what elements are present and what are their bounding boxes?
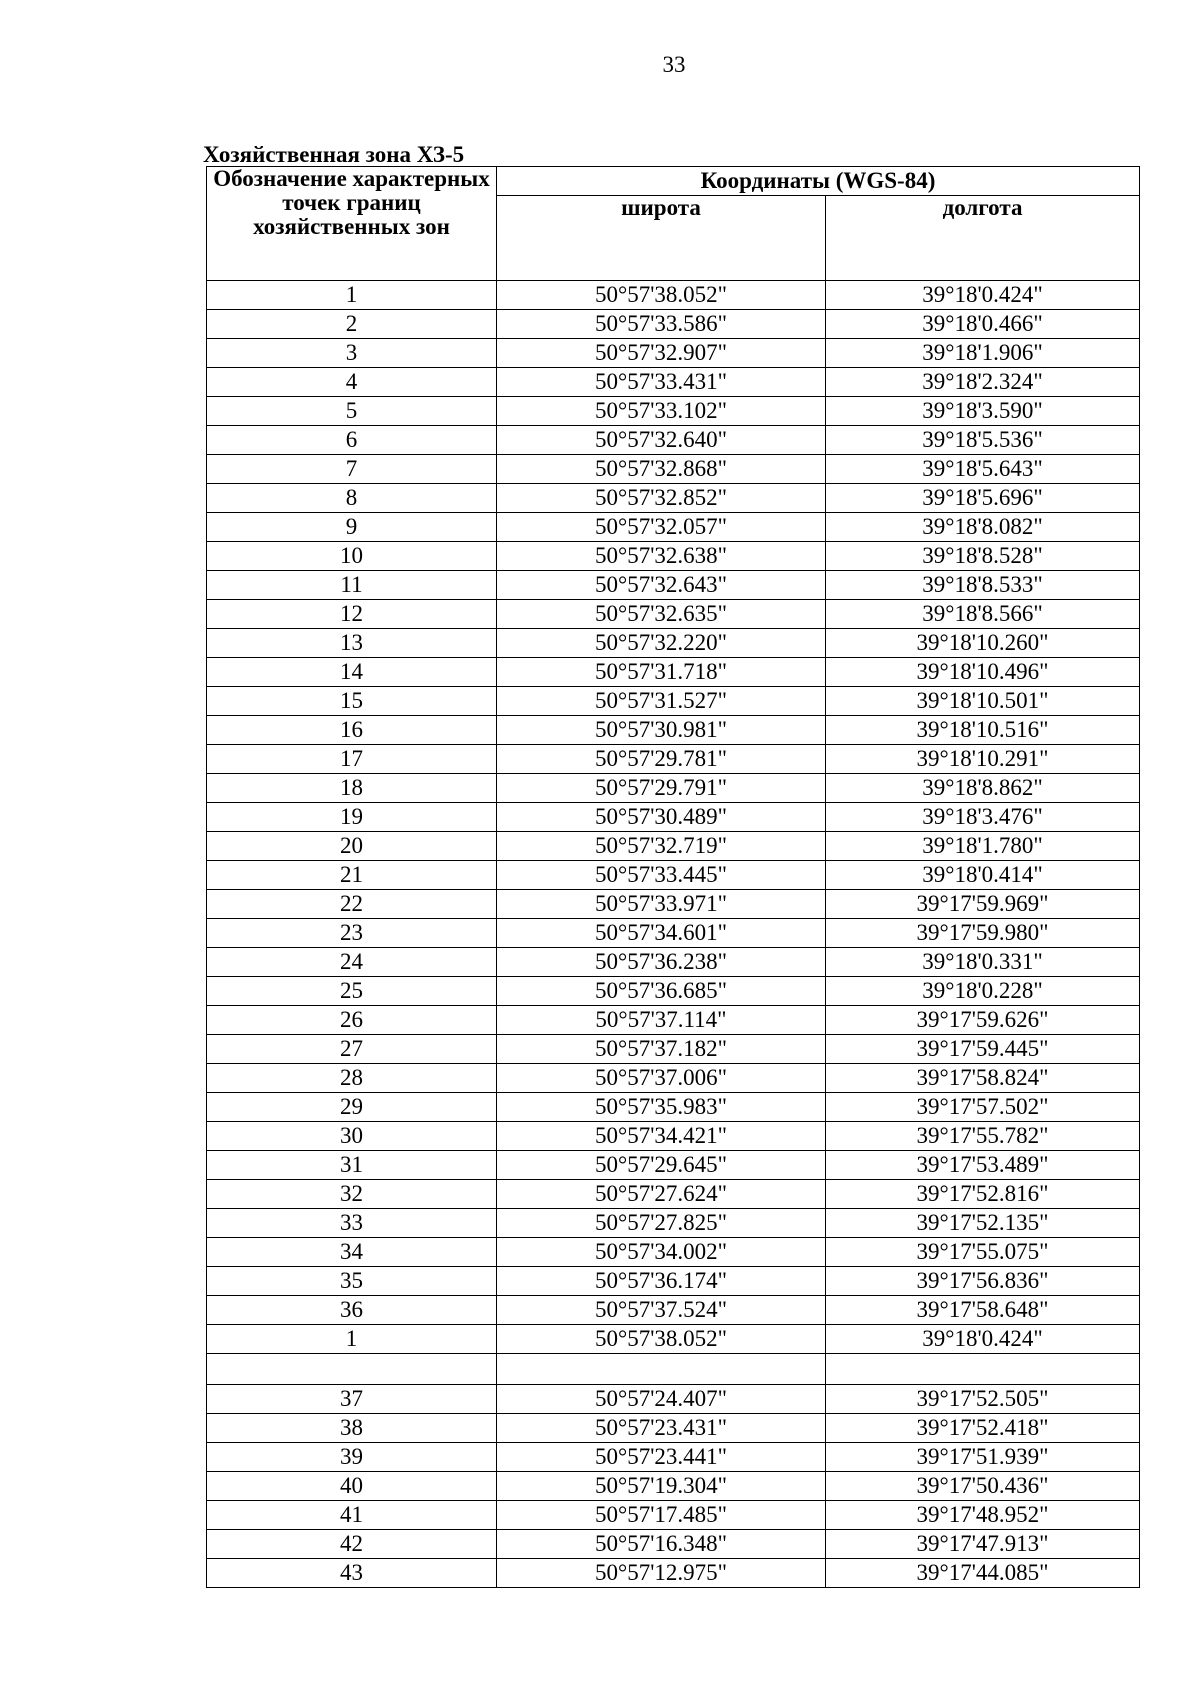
table-row xyxy=(207,629,1140,658)
table-row xyxy=(207,600,1140,629)
table-row xyxy=(207,1501,1140,1530)
longitude-cell: 39°18'10.496" xyxy=(826,658,1140,687)
table-row xyxy=(207,948,1140,977)
page-number: 33 xyxy=(662,52,686,77)
table-row xyxy=(207,513,1140,542)
point-number-cell: 14 xyxy=(207,658,497,687)
point-number-cell: 37 xyxy=(207,1385,497,1414)
latitude-cell: 50°57'19.304" xyxy=(497,1472,826,1501)
latitude-cell: 50°57'32.719" xyxy=(497,832,826,861)
point-number-cell: 1 xyxy=(207,281,497,310)
latitude-cell: 50°57'33.586" xyxy=(497,310,826,339)
longitude-cell: 39°18'0.331" xyxy=(826,948,1140,977)
point-number-cell: 6 xyxy=(207,426,497,455)
longitude-cell: 39°17'48.952" xyxy=(826,1501,1140,1530)
point-number-cell: 26 xyxy=(207,1006,497,1035)
longitude-cell: 39°18'8.528" xyxy=(826,542,1140,571)
longitude-cell: 39°17'56.836" xyxy=(826,1267,1140,1296)
table-row xyxy=(207,803,1140,832)
latitude-cell: 50°57'32.638" xyxy=(497,542,826,571)
latitude-cell: 50°57'38.052" xyxy=(497,281,826,310)
table-row xyxy=(207,832,1140,861)
table-row xyxy=(207,571,1140,600)
latitude-cell: 50°57'30.489" xyxy=(497,803,826,832)
longitude-cell: 39°18'0.424" xyxy=(826,1325,1140,1354)
point-number-cell: 21 xyxy=(207,861,497,890)
point-number-cell: 15 xyxy=(207,687,497,716)
table-row xyxy=(207,977,1140,1006)
latitude-cell: 50°57'32.643" xyxy=(497,571,826,600)
table-row xyxy=(207,542,1140,571)
table-row xyxy=(207,1296,1140,1325)
longitude-cell: 39°18'8.082" xyxy=(826,513,1140,542)
latitude-cell: 50°57'34.421" xyxy=(497,1122,826,1151)
empty-row xyxy=(207,1354,1140,1385)
latitude-cell: 50°57'23.431" xyxy=(497,1414,826,1443)
table-body-first-contour xyxy=(207,281,1140,1354)
point-number-cell: 12 xyxy=(207,600,497,629)
latitude-cell: 50°57'33.102" xyxy=(497,397,826,426)
point-number-cell: 38 xyxy=(207,1414,497,1443)
point-number-cell: 17 xyxy=(207,745,497,774)
table-row xyxy=(207,1151,1140,1180)
point-number-cell: 28 xyxy=(207,1064,497,1093)
longitude-cell: 39°17'59.980" xyxy=(826,919,1140,948)
latitude-cell: 50°57'31.527" xyxy=(497,687,826,716)
longitude-cell: 39°17'52.816" xyxy=(826,1180,1140,1209)
table-row xyxy=(207,1180,1140,1209)
zone-title: Хозяйственная зона ХЗ-5 xyxy=(203,142,465,167)
table-row xyxy=(207,484,1140,513)
table-row xyxy=(207,1385,1140,1414)
longitude-cell: 39°18'5.536" xyxy=(826,426,1140,455)
point-number-cell: 2 xyxy=(207,310,497,339)
point-number-cell: 13 xyxy=(207,629,497,658)
longitude-cell: 39°18'3.476" xyxy=(826,803,1140,832)
point-number-cell: 30 xyxy=(207,1122,497,1151)
point-number-cell: 8 xyxy=(207,484,497,513)
longitude-cell: 39°18'3.590" xyxy=(826,397,1140,426)
point-number-cell: 42 xyxy=(207,1530,497,1559)
latitude-cell: 50°57'29.791" xyxy=(497,774,826,803)
latitude-cell: 50°57'29.781" xyxy=(497,745,826,774)
longitude-cell: 39°17'44.085" xyxy=(826,1559,1140,1588)
latitude-cell: 50°57'33.445" xyxy=(497,861,826,890)
latitude-cell: 50°57'35.983" xyxy=(497,1093,826,1122)
point-number-cell: 23 xyxy=(207,919,497,948)
table-row xyxy=(207,281,1140,310)
latitude-cell: 50°57'12.975" xyxy=(497,1559,826,1588)
longitude-cell: 39°17'51.939" xyxy=(826,1443,1140,1472)
table-gap-row xyxy=(207,1354,1140,1385)
point-number-cell: 10 xyxy=(207,542,497,571)
table-row xyxy=(207,426,1140,455)
point-number-cell: 31 xyxy=(207,1151,497,1180)
table-row xyxy=(207,1093,1140,1122)
point-number-cell: 25 xyxy=(207,977,497,1006)
table-row xyxy=(207,716,1140,745)
point-number-cell: 3 xyxy=(207,339,497,368)
point-number-cell: 18 xyxy=(207,774,497,803)
header-coordinates: Координаты (WGS-84) xyxy=(497,167,1140,196)
latitude-cell: 50°57'32.907" xyxy=(497,339,826,368)
longitude-cell: 39°17'59.445" xyxy=(826,1035,1140,1064)
table-row xyxy=(207,1414,1140,1443)
coordinates-table xyxy=(206,166,1140,1588)
table-row xyxy=(207,774,1140,803)
point-number-cell: 27 xyxy=(207,1035,497,1064)
latitude-cell: 50°57'32.640" xyxy=(497,426,826,455)
longitude-cell: 39°17'55.782" xyxy=(826,1122,1140,1151)
latitude-cell: 50°57'34.002" xyxy=(497,1238,826,1267)
point-number-cell: 29 xyxy=(207,1093,497,1122)
latitude-cell: 50°57'33.971" xyxy=(497,890,826,919)
latitude-cell: 50°57'30.981" xyxy=(497,716,826,745)
point-number-cell: 24 xyxy=(207,948,497,977)
point-number-cell: 33 xyxy=(207,1209,497,1238)
point-number-cell: 20 xyxy=(207,832,497,861)
table-row xyxy=(207,339,1140,368)
table-row xyxy=(207,658,1140,687)
latitude-cell: 50°57'32.635" xyxy=(497,600,826,629)
latitude-cell: 50°57'32.868" xyxy=(497,455,826,484)
latitude-cell: 50°57'33.431" xyxy=(497,368,826,397)
table-row xyxy=(207,1472,1140,1501)
longitude-cell: 39°18'10.501" xyxy=(826,687,1140,716)
longitude-cell: 39°17'52.135" xyxy=(826,1209,1140,1238)
longitude-cell: 39°18'0.424" xyxy=(826,281,1140,310)
latitude-cell: 50°57'36.238" xyxy=(497,948,826,977)
latitude-cell: 50°57'24.407" xyxy=(497,1385,826,1414)
latitude-cell: 50°57'37.114" xyxy=(497,1006,826,1035)
longitude-cell: 39°17'57.502" xyxy=(826,1093,1140,1122)
latitude-cell: 50°57'27.624" xyxy=(497,1180,826,1209)
table-row xyxy=(207,1267,1140,1296)
point-number-cell: 22 xyxy=(207,890,497,919)
latitude-cell: 50°57'34.601" xyxy=(497,919,826,948)
header-latitude: широта xyxy=(497,196,826,281)
longitude-cell: 39°18'10.516" xyxy=(826,716,1140,745)
latitude-cell: 50°57'37.182" xyxy=(497,1035,826,1064)
point-number-cell: 5 xyxy=(207,397,497,426)
latitude-cell: 50°57'32.852" xyxy=(497,484,826,513)
table-row xyxy=(207,1530,1140,1559)
latitude-cell: 50°57'17.485" xyxy=(497,1501,826,1530)
latitude-cell: 50°57'27.825" xyxy=(497,1209,826,1238)
point-number-cell: 7 xyxy=(207,455,497,484)
latitude-cell: 50°57'36.174" xyxy=(497,1267,826,1296)
longitude-cell: 39°17'52.505" xyxy=(826,1385,1140,1414)
table-row xyxy=(207,1443,1140,1472)
table-row xyxy=(207,397,1140,426)
point-number-cell: 40 xyxy=(207,1472,497,1501)
longitude-cell: 39°17'53.489" xyxy=(826,1151,1140,1180)
latitude-cell: 50°57'37.006" xyxy=(497,1064,826,1093)
longitude-cell: 39°18'2.324" xyxy=(826,368,1140,397)
longitude-cell: 39°18'5.696" xyxy=(826,484,1140,513)
table-row xyxy=(207,1035,1140,1064)
point-number-cell: 35 xyxy=(207,1267,497,1296)
table-row xyxy=(207,1006,1140,1035)
table-body-second-contour xyxy=(207,1385,1140,1588)
latitude-cell: 50°57'37.524" xyxy=(497,1296,826,1325)
point-number-cell: 34 xyxy=(207,1238,497,1267)
longitude-cell: 39°18'8.533" xyxy=(826,571,1140,600)
latitude-cell: 50°57'31.718" xyxy=(497,658,826,687)
latitude-cell: 50°57'38.052" xyxy=(497,1325,826,1354)
point-number-cell: 41 xyxy=(207,1501,497,1530)
longitude-cell: 39°17'50.436" xyxy=(826,1472,1140,1501)
longitude-cell: 39°18'1.906" xyxy=(826,339,1140,368)
table-row xyxy=(207,1064,1140,1093)
table-row xyxy=(207,455,1140,484)
table-row xyxy=(207,310,1140,339)
table-row xyxy=(207,1238,1140,1267)
table-row xyxy=(207,919,1140,948)
longitude-cell: 39°17'52.418" xyxy=(826,1414,1140,1443)
longitude-cell: 39°17'58.824" xyxy=(826,1064,1140,1093)
longitude-cell: 39°18'8.862" xyxy=(826,774,1140,803)
longitude-cell: 39°18'10.291" xyxy=(826,745,1140,774)
longitude-cell: 39°18'8.566" xyxy=(826,600,1140,629)
header-longitude: долгота xyxy=(826,196,1140,281)
point-number-cell: 9 xyxy=(207,513,497,542)
table-row xyxy=(207,1559,1140,1588)
latitude-cell: 50°57'16.348" xyxy=(497,1530,826,1559)
longitude-cell: 39°18'1.780" xyxy=(826,832,1140,861)
table-row xyxy=(207,745,1140,774)
point-number-cell: 4 xyxy=(207,368,497,397)
table-row xyxy=(207,1209,1140,1238)
table-row xyxy=(207,1122,1140,1151)
longitude-cell: 39°18'0.228" xyxy=(826,977,1140,1006)
point-number-cell: 36 xyxy=(207,1296,497,1325)
latitude-cell: 50°57'32.057" xyxy=(497,513,826,542)
longitude-cell: 39°17'59.969" xyxy=(826,890,1140,919)
table-row xyxy=(207,368,1140,397)
longitude-cell: 39°18'0.466" xyxy=(826,310,1140,339)
table-row xyxy=(207,861,1140,890)
header-point-designation: Обозначение характерных точек границ хозяйственных зон xyxy=(207,167,497,281)
point-number-cell: 11 xyxy=(207,571,497,600)
latitude-cell: 50°57'29.645" xyxy=(497,1151,826,1180)
longitude-cell: 39°18'5.643" xyxy=(826,455,1140,484)
point-number-cell: 39 xyxy=(207,1443,497,1472)
longitude-cell: 39°18'0.414" xyxy=(826,861,1140,890)
point-number-cell: 32 xyxy=(207,1180,497,1209)
longitude-cell: 39°17'55.075" xyxy=(826,1238,1140,1267)
latitude-cell: 50°57'32.220" xyxy=(497,629,826,658)
latitude-cell: 50°57'36.685" xyxy=(497,977,826,1006)
point-number-cell: 1 xyxy=(207,1325,497,1354)
point-number-cell: 16 xyxy=(207,716,497,745)
table-row xyxy=(207,1325,1140,1354)
table-row xyxy=(207,687,1140,716)
longitude-cell: 39°17'47.913" xyxy=(826,1530,1140,1559)
longitude-cell: 39°17'59.626" xyxy=(826,1006,1140,1035)
latitude-cell: 50°57'23.441" xyxy=(497,1443,826,1472)
point-number-cell: 43 xyxy=(207,1559,497,1588)
longitude-cell: 39°17'58.648" xyxy=(826,1296,1140,1325)
table-row xyxy=(207,890,1140,919)
longitude-cell: 39°18'10.260" xyxy=(826,629,1140,658)
point-number-cell: 19 xyxy=(207,803,497,832)
